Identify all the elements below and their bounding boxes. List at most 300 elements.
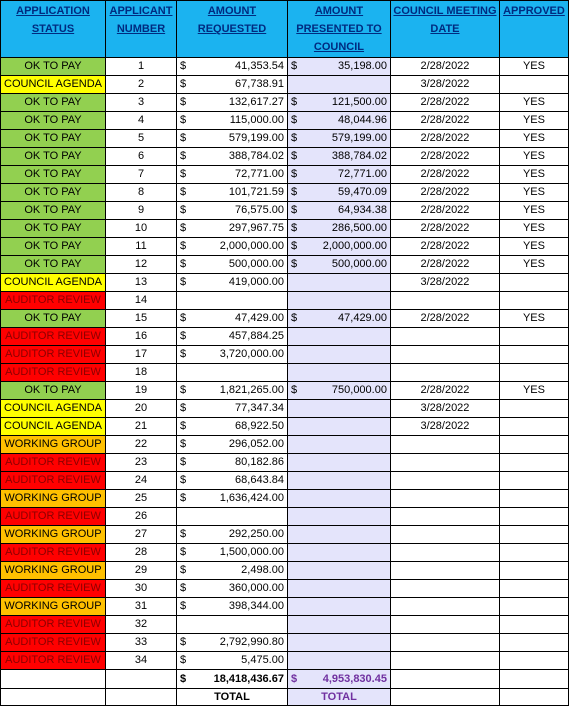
amount-value: 121,500.00 bbox=[331, 96, 387, 108]
amount-requested-cell bbox=[177, 220, 288, 238]
empty-cell bbox=[106, 670, 177, 689]
applicant-number-cell: 16 bbox=[106, 328, 177, 346]
status-badge: WORKING GROUP bbox=[1, 490, 106, 508]
approved-cell bbox=[499, 634, 568, 652]
approved-cell: YES bbox=[499, 184, 568, 202]
table-row bbox=[1, 562, 569, 580]
amount-requested-cell bbox=[177, 292, 288, 310]
currency-symbol: $ bbox=[290, 168, 298, 180]
meeting-date-cell bbox=[390, 292, 499, 310]
amount-value: 67,738.91 bbox=[235, 78, 284, 90]
status-badge: COUNCIL AGENDA bbox=[1, 400, 106, 418]
table-row bbox=[1, 544, 569, 562]
applicant-number-cell: 11 bbox=[106, 238, 177, 256]
table-row bbox=[1, 328, 569, 346]
header-applicant-number: APPLICANT NUMBER bbox=[106, 1, 177, 58]
amount-presented-cell bbox=[287, 544, 390, 562]
status-badge: OK TO PAY bbox=[1, 112, 106, 130]
status-badge: OK TO PAY bbox=[1, 184, 106, 202]
status-badge: OK TO PAY bbox=[1, 238, 106, 256]
amount-value: 47,429.00 bbox=[338, 312, 387, 324]
status-badge: AUDITOR REVIEW bbox=[1, 544, 106, 562]
amount-presented-cell bbox=[287, 112, 390, 130]
amount-value: 47,429.00 bbox=[235, 312, 284, 324]
amount-value: 4,953,830.45 bbox=[322, 673, 387, 685]
currency-symbol: $ bbox=[180, 312, 187, 324]
applicant-number-cell: 9 bbox=[106, 202, 177, 220]
amount-value: 101,721.59 bbox=[228, 186, 284, 198]
amount-value: 500,000.00 bbox=[331, 258, 387, 270]
amount-requested-cell bbox=[177, 346, 288, 364]
currency-symbol: $ bbox=[290, 258, 298, 270]
header-application-status: APPLICATION STATUS bbox=[1, 1, 106, 58]
amount-requested-cell bbox=[177, 598, 288, 616]
approved-cell: YES bbox=[499, 58, 568, 76]
amount-requested-cell bbox=[177, 580, 288, 598]
amount-requested-cell bbox=[177, 76, 288, 94]
approved-cell bbox=[499, 472, 568, 490]
table-row bbox=[1, 76, 569, 94]
status-badge: OK TO PAY bbox=[1, 202, 106, 220]
amount-requested-cell bbox=[177, 562, 288, 580]
amount-requested-cell bbox=[177, 112, 288, 130]
status-badge: OK TO PAY bbox=[1, 130, 106, 148]
amount-requested-cell bbox=[177, 418, 288, 436]
amount-value: 360,000.00 bbox=[228, 582, 284, 594]
amount-presented-cell bbox=[287, 166, 390, 184]
applicant-number-cell: 21 bbox=[106, 418, 177, 436]
status-badge: AUDITOR REVIEW bbox=[1, 328, 106, 346]
amount-value: 35,198.00 bbox=[338, 60, 387, 72]
amount-requested-cell bbox=[177, 400, 288, 418]
currency-symbol: $ bbox=[290, 222, 298, 234]
approved-cell bbox=[499, 346, 568, 364]
amount-value: 132,617.27 bbox=[228, 96, 284, 108]
amount-value: 72,771.00 bbox=[338, 168, 387, 180]
applicant-number-cell: 29 bbox=[106, 562, 177, 580]
amount-requested-cell bbox=[177, 256, 288, 274]
amount-value: 419,000.00 bbox=[228, 276, 284, 288]
amount-presented-cell bbox=[287, 490, 390, 508]
applicant-number-cell: 13 bbox=[106, 274, 177, 292]
approved-cell: YES bbox=[499, 238, 568, 256]
status-badge: COUNCIL AGENDA bbox=[1, 274, 106, 292]
meeting-date-cell bbox=[390, 544, 499, 562]
amount-value: 2,498.00 bbox=[241, 564, 284, 576]
approved-cell: YES bbox=[499, 94, 568, 112]
approved-cell: YES bbox=[499, 256, 568, 274]
approved-cell bbox=[499, 580, 568, 598]
table-row bbox=[1, 184, 569, 202]
amount-value: 388,784.02 bbox=[331, 150, 387, 162]
currency-symbol: $ bbox=[290, 150, 298, 162]
amount-presented-cell bbox=[287, 76, 390, 94]
applicant-number-cell: 15 bbox=[106, 310, 177, 328]
amount-requested-cell bbox=[177, 94, 288, 112]
table-row bbox=[1, 166, 569, 184]
amount-value: 500,000.00 bbox=[228, 258, 284, 270]
amount-value: 2,792,990.80 bbox=[219, 636, 284, 648]
applicant-number-cell: 14 bbox=[106, 292, 177, 310]
amount-value: 388,784.02 bbox=[228, 150, 284, 162]
table-row bbox=[1, 130, 569, 148]
meeting-date-cell bbox=[390, 454, 499, 472]
meeting-date-cell bbox=[390, 490, 499, 508]
currency-symbol: $ bbox=[180, 168, 187, 180]
currency-symbol: $ bbox=[180, 673, 187, 685]
currency-symbol: $ bbox=[180, 240, 187, 252]
approved-cell: YES bbox=[499, 112, 568, 130]
status-badge: WORKING GROUP bbox=[1, 526, 106, 544]
amount-presented-cell bbox=[287, 238, 390, 256]
header-amount-requested: AMOUNT REQUESTED bbox=[177, 1, 288, 58]
approved-cell bbox=[499, 274, 568, 292]
currency-symbol: $ bbox=[290, 240, 298, 252]
approved-cell: YES bbox=[499, 148, 568, 166]
amount-value: 286,500.00 bbox=[331, 222, 387, 234]
applicant-number-cell: 12 bbox=[106, 256, 177, 274]
amount-value: 292,250.00 bbox=[228, 528, 284, 540]
amount-requested-cell bbox=[177, 634, 288, 652]
meeting-date-cell bbox=[390, 526, 499, 544]
applicant-number-cell: 32 bbox=[106, 616, 177, 634]
approved-cell bbox=[499, 652, 568, 670]
amount-requested-cell bbox=[177, 58, 288, 76]
amount-presented-cell bbox=[287, 148, 390, 166]
status-badge: AUDITOR REVIEW bbox=[1, 346, 106, 364]
empty-cell bbox=[106, 689, 177, 706]
amount-requested-cell bbox=[177, 652, 288, 670]
currency-symbol: $ bbox=[290, 132, 298, 144]
currency-symbol: $ bbox=[290, 312, 298, 324]
table-row bbox=[1, 58, 569, 76]
amount-presented-cell bbox=[287, 382, 390, 400]
meeting-date-cell: 3/28/2022 bbox=[390, 400, 499, 418]
amount-presented-cell bbox=[287, 130, 390, 148]
approved-cell bbox=[499, 598, 568, 616]
table-row bbox=[1, 652, 569, 670]
amount-presented-cell bbox=[287, 328, 390, 346]
table-row bbox=[1, 526, 569, 544]
meeting-date-cell bbox=[390, 346, 499, 364]
amount-value: 68,643.84 bbox=[235, 474, 284, 486]
meeting-date-cell: 3/28/2022 bbox=[390, 76, 499, 94]
applicant-number-cell: 2 bbox=[106, 76, 177, 94]
status-badge: OK TO PAY bbox=[1, 166, 106, 184]
meeting-date-cell bbox=[390, 364, 499, 382]
table-row bbox=[1, 364, 569, 382]
meeting-date-cell bbox=[390, 562, 499, 580]
table-row bbox=[1, 310, 569, 328]
meeting-date-cell bbox=[390, 634, 499, 652]
amount-requested-cell bbox=[177, 202, 288, 220]
amount-value: 72,771.00 bbox=[235, 168, 284, 180]
table-row bbox=[1, 508, 569, 526]
status-badge: AUDITOR REVIEW bbox=[1, 454, 106, 472]
currency-symbol: $ bbox=[180, 438, 187, 450]
header-approved: APPROVED bbox=[499, 1, 568, 58]
amount-value: 41,353.54 bbox=[235, 60, 284, 72]
currency-symbol: $ bbox=[180, 474, 187, 486]
meeting-date-cell: 3/28/2022 bbox=[390, 418, 499, 436]
header-row bbox=[1, 1, 569, 58]
status-badge: OK TO PAY bbox=[1, 148, 106, 166]
amount-presented-cell bbox=[287, 292, 390, 310]
amount-value: 64,934.38 bbox=[338, 204, 387, 216]
status-badge: OK TO PAY bbox=[1, 310, 106, 328]
amount-value: 750,000.00 bbox=[331, 384, 387, 396]
empty-cell bbox=[390, 689, 499, 706]
amount-requested-cell bbox=[177, 238, 288, 256]
approved-cell bbox=[499, 418, 568, 436]
amount-requested-cell bbox=[177, 544, 288, 562]
currency-symbol: $ bbox=[180, 546, 187, 558]
table-row bbox=[1, 274, 569, 292]
currency-symbol: $ bbox=[180, 114, 187, 126]
meeting-date-cell: 2/28/2022 bbox=[390, 310, 499, 328]
amount-value: 2,000,000.00 bbox=[219, 240, 284, 252]
approved-cell bbox=[499, 508, 568, 526]
currency-symbol: $ bbox=[180, 420, 187, 432]
approved-cell bbox=[499, 292, 568, 310]
amount-value: 5,475.00 bbox=[241, 654, 284, 666]
applicant-number-cell: 22 bbox=[106, 436, 177, 454]
currency-symbol: $ bbox=[180, 348, 187, 360]
table-row bbox=[1, 382, 569, 400]
approved-cell bbox=[499, 490, 568, 508]
meeting-date-cell: 2/28/2022 bbox=[390, 112, 499, 130]
amount-presented-cell bbox=[287, 274, 390, 292]
amount-requested-cell bbox=[177, 364, 288, 382]
amount-value: 457,884.25 bbox=[228, 330, 284, 342]
amount-requested-cell bbox=[177, 328, 288, 346]
amount-requested-cell bbox=[177, 184, 288, 202]
approved-cell bbox=[499, 544, 568, 562]
amount-presented-cell bbox=[287, 454, 390, 472]
table-row bbox=[1, 436, 569, 454]
amount-value: 579,199.00 bbox=[228, 132, 284, 144]
amount-value: 398,344.00 bbox=[228, 600, 284, 612]
amount-presented-cell bbox=[287, 436, 390, 454]
amount-presented-cell bbox=[287, 598, 390, 616]
applicant-number-cell: 3 bbox=[106, 94, 177, 112]
status-badge: AUDITOR REVIEW bbox=[1, 508, 106, 526]
approved-cell: YES bbox=[499, 382, 568, 400]
currency-symbol: $ bbox=[180, 456, 187, 468]
applicant-number-cell: 23 bbox=[106, 454, 177, 472]
currency-symbol: $ bbox=[290, 96, 298, 108]
table-row bbox=[1, 202, 569, 220]
amount-value: 1,821,265.00 bbox=[219, 384, 284, 396]
amount-requested-cell bbox=[177, 382, 288, 400]
amount-value: 80,182.86 bbox=[235, 456, 284, 468]
approved-cell: YES bbox=[499, 202, 568, 220]
meeting-date-cell: 2/28/2022 bbox=[390, 238, 499, 256]
amount-value: 77,347.34 bbox=[235, 402, 284, 414]
header-council-meeting-date: COUNCIL MEETING DATE bbox=[390, 1, 499, 58]
meeting-date-cell bbox=[390, 472, 499, 490]
approved-cell bbox=[499, 436, 568, 454]
meeting-date-cell: 2/28/2022 bbox=[390, 130, 499, 148]
table-row bbox=[1, 490, 569, 508]
meeting-date-cell: 2/28/2022 bbox=[390, 220, 499, 238]
meeting-date-cell: 2/28/2022 bbox=[390, 94, 499, 112]
applicant-number-cell: 5 bbox=[106, 130, 177, 148]
amount-requested-cell bbox=[177, 508, 288, 526]
meeting-date-cell bbox=[390, 598, 499, 616]
approved-cell bbox=[499, 616, 568, 634]
table-row bbox=[1, 634, 569, 652]
applicant-number-cell: 33 bbox=[106, 634, 177, 652]
applicant-number-cell: 34 bbox=[106, 652, 177, 670]
amount-requested-cell bbox=[177, 526, 288, 544]
currency-symbol: $ bbox=[180, 150, 187, 162]
amount-presented-cell bbox=[287, 94, 390, 112]
applicant-number-cell: 7 bbox=[106, 166, 177, 184]
empty-cell bbox=[390, 670, 499, 689]
applicant-number-cell: 18 bbox=[106, 364, 177, 382]
meeting-date-cell: 2/28/2022 bbox=[390, 382, 499, 400]
amount-requested-cell bbox=[177, 454, 288, 472]
status-badge: OK TO PAY bbox=[1, 382, 106, 400]
currency-symbol: $ bbox=[180, 600, 187, 612]
applicant-number-cell: 26 bbox=[106, 508, 177, 526]
approved-cell bbox=[499, 454, 568, 472]
amount-value: 3,720,000.00 bbox=[219, 348, 284, 360]
amount-presented-cell bbox=[287, 184, 390, 202]
applicant-number-cell: 8 bbox=[106, 184, 177, 202]
amount-presented-cell bbox=[287, 616, 390, 634]
currency-symbol: $ bbox=[180, 276, 187, 288]
table-row bbox=[1, 418, 569, 436]
applicant-number-cell: 17 bbox=[106, 346, 177, 364]
amount-presented-cell bbox=[287, 652, 390, 670]
status-badge: AUDITOR REVIEW bbox=[1, 634, 106, 652]
applicant-number-cell: 24 bbox=[106, 472, 177, 490]
total-presented-cell bbox=[287, 670, 390, 689]
amount-value: 59,470.09 bbox=[338, 186, 387, 198]
amount-presented-cell bbox=[287, 400, 390, 418]
approved-cell bbox=[499, 328, 568, 346]
approved-cell bbox=[499, 562, 568, 580]
amount-presented-cell bbox=[287, 58, 390, 76]
status-badge: WORKING GROUP bbox=[1, 436, 106, 454]
amount-value: 296,052.00 bbox=[228, 438, 284, 450]
total-requested-label: TOTAL bbox=[177, 689, 288, 706]
amount-value: 76,575.00 bbox=[235, 204, 284, 216]
meeting-date-cell bbox=[390, 328, 499, 346]
currency-symbol: $ bbox=[290, 186, 298, 198]
applicant-number-cell: 20 bbox=[106, 400, 177, 418]
currency-symbol: $ bbox=[180, 528, 187, 540]
amount-presented-cell bbox=[287, 526, 390, 544]
amount-presented-cell bbox=[287, 220, 390, 238]
amount-presented-cell bbox=[287, 508, 390, 526]
status-badge: AUDITOR REVIEW bbox=[1, 652, 106, 670]
currency-symbol: $ bbox=[180, 330, 187, 342]
approved-cell: YES bbox=[499, 166, 568, 184]
empty-cell bbox=[499, 670, 568, 689]
currency-symbol: $ bbox=[180, 96, 187, 108]
currency-symbol: $ bbox=[180, 60, 187, 72]
currency-symbol: $ bbox=[180, 222, 187, 234]
amount-value: 18,418,436.67 bbox=[213, 673, 284, 685]
table-row bbox=[1, 472, 569, 490]
amount-requested-cell bbox=[177, 274, 288, 292]
amount-presented-cell bbox=[287, 562, 390, 580]
approved-cell bbox=[499, 364, 568, 382]
currency-symbol: $ bbox=[180, 402, 187, 414]
applicant-number-cell: 31 bbox=[106, 598, 177, 616]
currency-symbol: $ bbox=[180, 186, 187, 198]
amount-requested-cell bbox=[177, 310, 288, 328]
amount-value: 2,000,000.00 bbox=[322, 240, 387, 252]
table-row bbox=[1, 598, 569, 616]
table-row bbox=[1, 400, 569, 418]
table-row bbox=[1, 220, 569, 238]
meeting-date-cell bbox=[390, 508, 499, 526]
applicant-number-cell: 25 bbox=[106, 490, 177, 508]
status-badge: AUDITOR REVIEW bbox=[1, 616, 106, 634]
table-row bbox=[1, 292, 569, 310]
approved-cell: YES bbox=[499, 310, 568, 328]
meeting-date-cell bbox=[390, 580, 499, 598]
meeting-date-cell: 2/28/2022 bbox=[390, 166, 499, 184]
table-row bbox=[1, 256, 569, 274]
totals-row bbox=[1, 670, 569, 689]
meeting-date-cell: 2/28/2022 bbox=[390, 58, 499, 76]
approved-cell: YES bbox=[499, 220, 568, 238]
currency-symbol: $ bbox=[180, 564, 187, 576]
table-row bbox=[1, 346, 569, 364]
table-row bbox=[1, 454, 569, 472]
amount-value: 579,199.00 bbox=[331, 132, 387, 144]
currency-symbol: $ bbox=[290, 204, 298, 216]
approved-cell: YES bbox=[499, 130, 568, 148]
applicant-number-cell: 1 bbox=[106, 58, 177, 76]
status-badge: OK TO PAY bbox=[1, 58, 106, 76]
table-row bbox=[1, 94, 569, 112]
status-badge: COUNCIL AGENDA bbox=[1, 76, 106, 94]
amount-presented-cell bbox=[287, 310, 390, 328]
applicant-number-cell: 19 bbox=[106, 382, 177, 400]
applicant-number-cell: 30 bbox=[106, 580, 177, 598]
approved-cell bbox=[499, 400, 568, 418]
status-badge: WORKING GROUP bbox=[1, 598, 106, 616]
meeting-date-cell: 2/28/2022 bbox=[390, 148, 499, 166]
meeting-date-cell: 2/28/2022 bbox=[390, 202, 499, 220]
table-row bbox=[1, 580, 569, 598]
status-badge: AUDITOR REVIEW bbox=[1, 364, 106, 382]
amount-requested-cell bbox=[177, 130, 288, 148]
currency-symbol: $ bbox=[180, 636, 187, 648]
applicant-number-cell: 28 bbox=[106, 544, 177, 562]
empty-cell bbox=[499, 689, 568, 706]
amount-requested-cell bbox=[177, 148, 288, 166]
approved-cell bbox=[499, 526, 568, 544]
amount-requested-cell bbox=[177, 436, 288, 454]
currency-symbol: $ bbox=[180, 492, 187, 504]
currency-symbol: $ bbox=[180, 384, 187, 396]
total-requested-cell bbox=[177, 670, 288, 689]
meeting-date-cell bbox=[390, 616, 499, 634]
currency-symbol: $ bbox=[290, 114, 298, 126]
status-badge: OK TO PAY bbox=[1, 94, 106, 112]
amount-requested-cell bbox=[177, 490, 288, 508]
amount-value: 68,922.50 bbox=[235, 420, 284, 432]
empty-cell bbox=[1, 670, 106, 689]
amount-requested-cell bbox=[177, 616, 288, 634]
